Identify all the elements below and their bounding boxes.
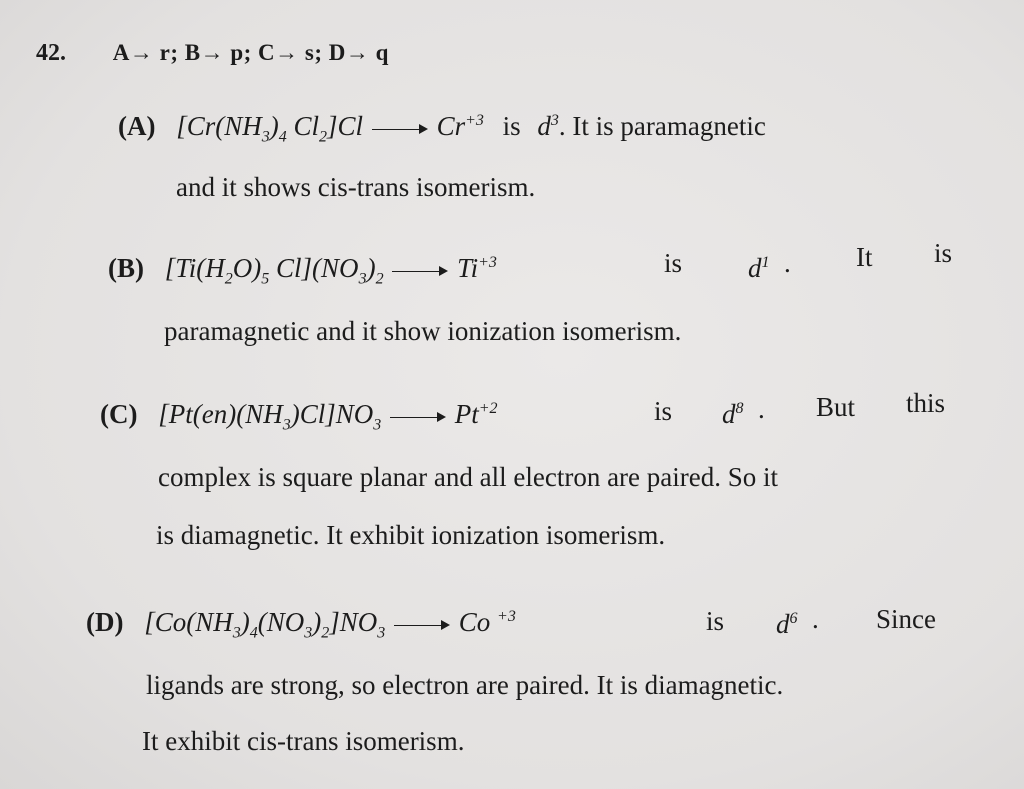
question-header — [36, 34, 389, 70]
item-b-config: $d^1$ — [748, 253, 770, 283]
item-d-tail-2: Since — [876, 604, 936, 634]
item-c-tail-2: But — [816, 392, 856, 422]
item-a-tail: . It is paramagnetic — [558, 111, 766, 141]
item-a-line-1: and it shows cis-trans isomerism. — [176, 172, 536, 202]
reaction-arrow-icon — [390, 400, 446, 434]
item-a-label: (A) — [118, 111, 156, 141]
item-c-formula: $[Pt(en)(NH_3)Cl]NO_3$ — [158, 399, 382, 434]
question-number: 42. — [36, 40, 66, 66]
answer-key: A→ r; B→ p; C→ s; D→ q — [112, 40, 389, 65]
item-d-ion: Co $^{+3}$ — [458, 607, 516, 637]
item-c-tail-3: this — [906, 388, 946, 418]
item-b-ion: $Ti^{+3}$ — [457, 253, 497, 283]
item-c-ion: $Pt^{+2}$ — [454, 399, 498, 429]
item-c-is: is — [654, 396, 673, 426]
item-d-tail-1: . — [812, 604, 819, 634]
item-d-line-2: It exhibit cis-trans isomerism. — [142, 726, 465, 756]
item-c-config: $d^8$ — [722, 399, 744, 429]
item-c-heading — [100, 392, 498, 442]
reaction-arrow-icon — [392, 254, 448, 288]
item-a-ion: $Cr^{+3}$ — [436, 111, 484, 141]
item-a-heading — [118, 104, 766, 154]
item-b-tail-3: is — [934, 238, 953, 268]
item-a-formula: [$Cr(NH_3)_4$ $Cl_2]Cl$ — [176, 111, 364, 146]
reaction-arrow-icon — [394, 608, 450, 642]
item-b-is: is — [664, 248, 683, 278]
item-d-line-1: ligands are strong, so electron are paired. It is diamagnetic. — [146, 670, 784, 700]
item-b-tail-1: . — [784, 248, 791, 278]
item-b-formula: [$Ti(H_2O)_5$ $Cl](NO_3)_2$ — [164, 253, 384, 288]
item-d-label: (D) — [86, 607, 124, 637]
item-c-label: (C) — [100, 399, 138, 429]
item-b-tail-2: It — [856, 242, 873, 272]
item-d-is: is — [706, 606, 725, 636]
item-d-formula: $[Co(NH_3)_4(NO_3)_2]NO_3$ — [144, 607, 386, 642]
item-c-line-2: is diamagnetic. It exhibit ionization isomerism. — [156, 520, 666, 550]
item-a-is: is — [502, 111, 521, 141]
item-d-heading — [86, 600, 516, 650]
item-b-line-1: paramagnetic and it show ionization isomerism. — [164, 316, 682, 346]
item-b-label: (B) — [108, 253, 144, 283]
item-c-tail-1: . — [758, 394, 765, 424]
item-c-line-1: complex is square planar and all electron are paired. So it — [158, 462, 779, 492]
item-a-config: $d^3$ — [537, 111, 559, 141]
item-d-config: $d^6$ — [776, 609, 798, 639]
item-b-heading — [108, 246, 497, 296]
reaction-arrow-icon — [372, 112, 428, 146]
